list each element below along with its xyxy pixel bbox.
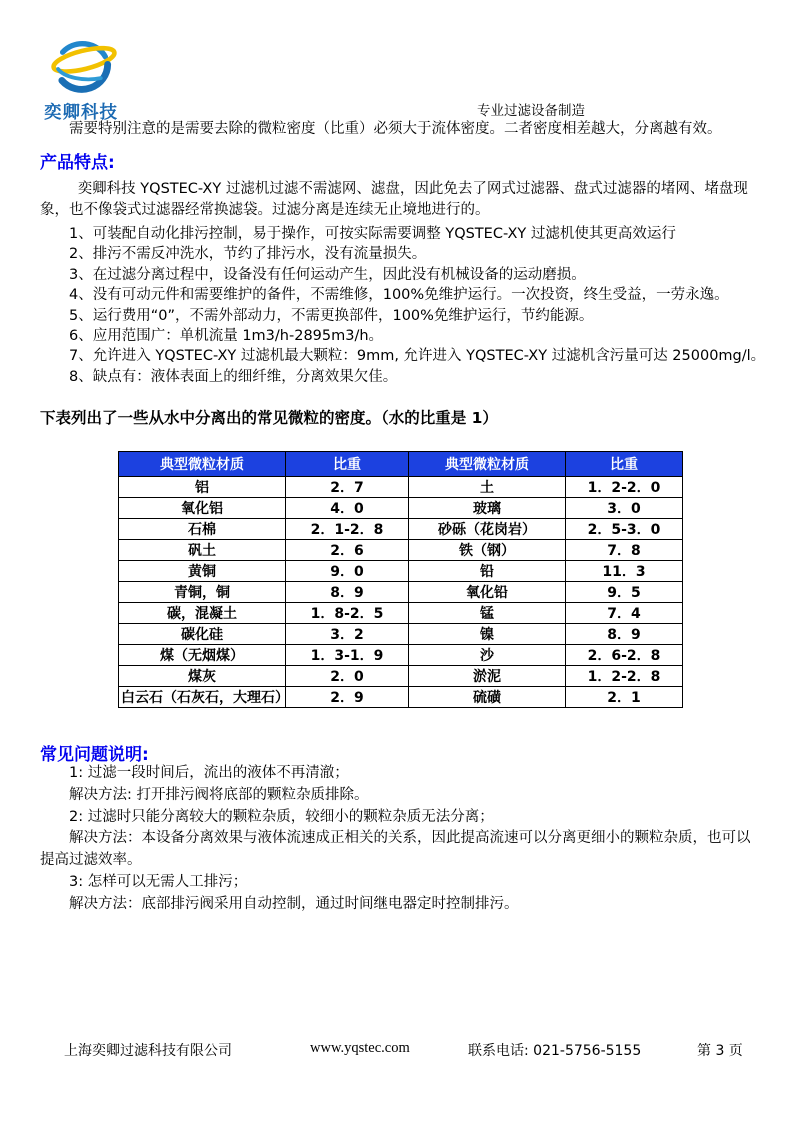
specific-gravity-cell: 2．6-2．8 bbox=[566, 645, 683, 666]
feature-list-item: 5、运行费用“0”，不需外部动力，不需更换部件，100%免维护运行，节约能源。 bbox=[69, 307, 594, 324]
density-table-row bbox=[119, 519, 683, 540]
density-table-row bbox=[119, 477, 683, 498]
material-cell: 铝 bbox=[119, 477, 286, 498]
material-cell: 铁（钢） bbox=[409, 540, 566, 561]
feature-list-item: 8、缺点有：液体表面上的细纤维，分离效果欠佳。 bbox=[69, 368, 398, 385]
feature-list-item: 2、排污不需反冲洗水，节约了排污水，没有流量损失。 bbox=[69, 246, 427, 263]
material-cell: 碳化硅 bbox=[119, 624, 286, 645]
material-cell: 氧化铅 bbox=[409, 582, 566, 603]
material-cell: 玻璃 bbox=[409, 498, 566, 519]
header-tagline: 专业过滤设备制造 bbox=[477, 103, 585, 119]
feature-list-item: 3、在过滤分离过程中，设备没有任何运动产生，因此没有机械设备的运动磨损。 bbox=[69, 266, 586, 283]
density-table-row bbox=[119, 645, 683, 666]
density-table-row bbox=[119, 624, 683, 645]
intro-paragraph: 需要特别注意的是需要去除的微粒密度（比重）必须大于流体密度。二者密度相差越大，分离越有效。 bbox=[69, 121, 722, 137]
faq-list-item: 解决方法：底部排污阀采用自动控制，通过时间继电器定时控制排污。 bbox=[69, 895, 519, 912]
logo-text: 奕卿科技 bbox=[44, 103, 118, 123]
column-header-material-left: 典型微粒材质 bbox=[119, 452, 286, 477]
specific-gravity-cell: 7．8 bbox=[566, 540, 683, 561]
material-cell: 锰 bbox=[409, 603, 566, 624]
specific-gravity-cell: 4．0 bbox=[286, 498, 409, 519]
specific-gravity-cell: 2．7 bbox=[286, 477, 409, 498]
specific-gravity-cell: 2．1-2．8 bbox=[286, 519, 409, 540]
footer-company-name: 上海奕卿过滤科技有限公司 bbox=[64, 1043, 232, 1059]
column-header-material-right: 典型微粒材质 bbox=[409, 452, 566, 477]
density-table-row bbox=[119, 582, 683, 603]
page-footer bbox=[0, 1040, 793, 1062]
faq-list-item: 解决方法：本设备分离效果与液体流速成正相关的关系，因此提高流速可以分离更细小的颗粒杂质，也可以提高过滤效率。 bbox=[40, 830, 751, 869]
density-table-row bbox=[119, 687, 683, 708]
specific-gravity-cell: 2．6 bbox=[286, 540, 409, 561]
feature-list-item: 7、允许进入 YQSTEC-XY 过滤机最大颗粒：9mm, 允许进入 YQSTEC-XY 过滤机含污量可达 25000mg/l。 bbox=[69, 348, 766, 365]
footer-phone: 联系电话: 021-5756-5155 bbox=[468, 1043, 642, 1059]
specific-gravity-cell: 7．4 bbox=[566, 603, 683, 624]
footer-website: www.yqstec.com bbox=[310, 1040, 410, 1056]
density-table-row bbox=[119, 540, 683, 561]
column-header-gravity-right: 比重 bbox=[566, 452, 683, 477]
material-cell: 矾土 bbox=[119, 540, 286, 561]
globe-logo-icon bbox=[44, 40, 124, 98]
density-table-row bbox=[119, 561, 683, 582]
specific-gravity-cell: 1．8-2．5 bbox=[286, 603, 409, 624]
density-table-title: 下表列出了一些从水中分离出的常见微粒的密度。（水的比重是 1） bbox=[40, 409, 498, 427]
feature-list-item: 6、应用范围广：单机流量 1m3/h-2895m3/h。 bbox=[69, 328, 384, 345]
material-cell: 砂砾（花岗岩） bbox=[409, 519, 566, 540]
material-cell: 沙 bbox=[409, 645, 566, 666]
specific-gravity-cell: 1．2-2．0 bbox=[566, 477, 683, 498]
specific-gravity-cell: 11．3 bbox=[566, 561, 683, 582]
column-header-gravity-left: 比重 bbox=[286, 452, 409, 477]
footer-page-number: 第 3 页 bbox=[697, 1043, 743, 1059]
material-cell: 煤灰 bbox=[119, 666, 286, 687]
faq-list-item: 2: 过滤时只能分离较大的颗粒杂质，较细小的颗粒杂质无法分离； bbox=[69, 808, 494, 825]
feature-list-item: 1、可装配自动化排污控制，易于操作，可按实际需要调整 YQSTEC-XY 过滤机使其更高效运行 bbox=[69, 226, 676, 242]
material-cell: 青铜，铜 bbox=[119, 582, 286, 603]
faq-list-item: 解决方法: 打开排污阀将底部的颗粒杂质排除。 bbox=[69, 786, 369, 803]
specific-gravity-cell: 8．9 bbox=[286, 582, 409, 603]
material-cell: 黄铜 bbox=[119, 561, 286, 582]
specific-gravity-cell: 2．5-3．0 bbox=[566, 519, 683, 540]
specific-gravity-cell: 9．0 bbox=[286, 561, 409, 582]
features-heading: 产品特点: bbox=[40, 153, 115, 173]
features-list bbox=[40, 224, 770, 387]
feature-list-item: 4、没有可动元件和需要维护的备件，不需维修，100%免维护运行。一次投资，终生受益，一劳永逸。 bbox=[69, 287, 729, 304]
material-cell: 硫磺 bbox=[409, 687, 566, 708]
material-cell: 石棉 bbox=[119, 519, 286, 540]
material-cell: 土 bbox=[409, 477, 566, 498]
density-table-row bbox=[119, 498, 683, 519]
faq-heading: 常见问题说明: bbox=[40, 745, 149, 765]
density-table bbox=[118, 451, 683, 708]
specific-gravity-cell: 1．2-2．8 bbox=[566, 666, 683, 687]
specific-gravity-cell: 8．9 bbox=[566, 624, 683, 645]
density-table-body bbox=[119, 477, 683, 708]
specific-gravity-cell: 2．1 bbox=[566, 687, 683, 708]
material-cell: 白云石（石灰石，大理石） bbox=[119, 687, 286, 708]
company-logo bbox=[44, 40, 124, 124]
material-cell: 铅 bbox=[409, 561, 566, 582]
material-cell: 淤泥 bbox=[409, 666, 566, 687]
specific-gravity-cell: 3．2 bbox=[286, 624, 409, 645]
material-cell: 镍 bbox=[409, 624, 566, 645]
material-cell: 煤（无烟煤） bbox=[119, 645, 286, 666]
faq-list bbox=[40, 763, 762, 916]
specific-gravity-cell: 2．9 bbox=[286, 687, 409, 708]
specific-gravity-cell: 2．0 bbox=[286, 666, 409, 687]
density-table-row bbox=[119, 666, 683, 687]
material-cell: 碳，混凝土 bbox=[119, 603, 286, 624]
faq-list-item: 3: 怎样可以无需人工排污； bbox=[69, 873, 248, 890]
specific-gravity-cell: 1．3-1．9 bbox=[286, 645, 409, 666]
features-intro-paragraph: 奕卿科技 YQSTEC-XY 过滤机过滤不需滤网、滤盘，因此免去了网式过滤器、盘式过滤器的堵网、堵盘现象，也不像袋式过滤器经常换滤袋。过滤分离是连续无止境地进行的。 bbox=[40, 181, 748, 218]
material-cell: 氧化铝 bbox=[119, 498, 286, 519]
density-table-header-row bbox=[119, 452, 683, 477]
density-table-row bbox=[119, 603, 683, 624]
faq-list-item: 1: 过滤一段时间后，流出的液体不再清澈； bbox=[69, 765, 349, 781]
specific-gravity-cell: 3．0 bbox=[566, 498, 683, 519]
specific-gravity-cell: 9．5 bbox=[566, 582, 683, 603]
